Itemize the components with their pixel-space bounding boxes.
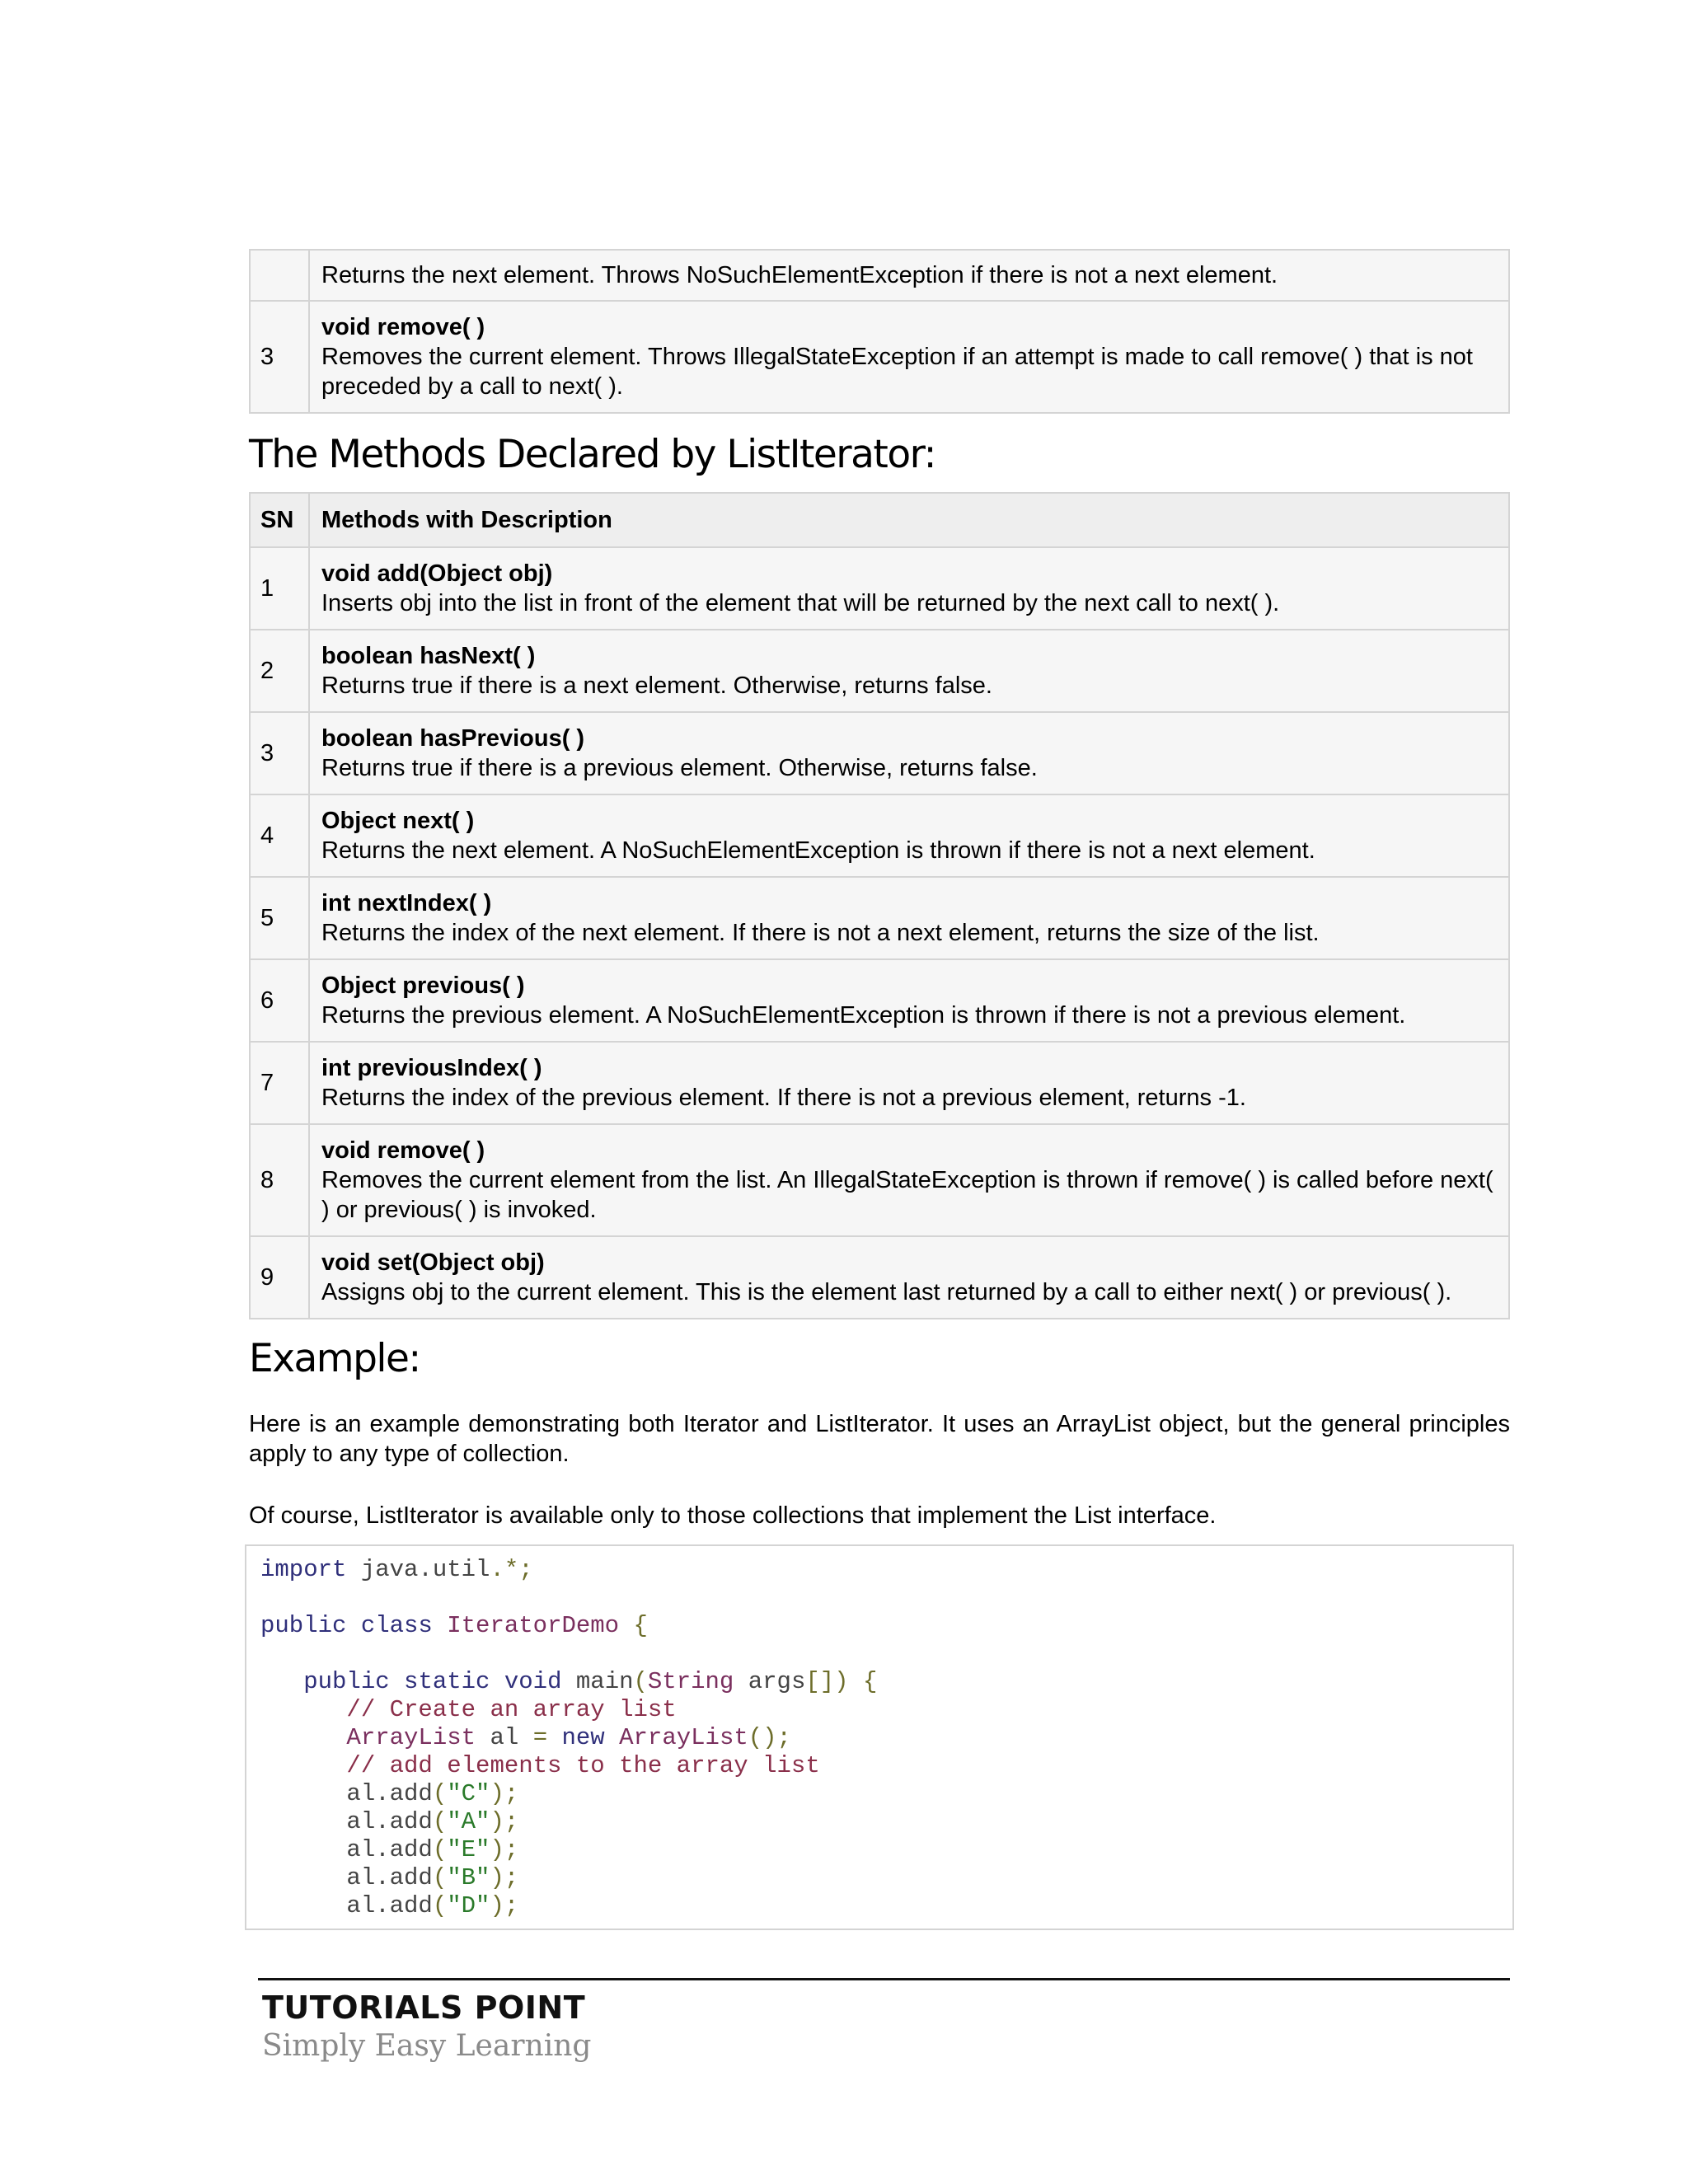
row-sn: 6 — [250, 959, 309, 1042]
method-description: Returns true if there is a previous element. Otherwise, returns false. — [321, 755, 1038, 781]
method-description: Returns the next element. Throws NoSuchElementException if there is not a next element. — [321, 262, 1278, 288]
row-sn: 1 — [250, 547, 309, 630]
section-heading-example: Example: — [249, 1336, 420, 1381]
method-name: void remove( ) — [321, 314, 485, 340]
row-sn: 5 — [250, 877, 309, 959]
table-row — [250, 877, 1509, 959]
method-name: Object next( ) — [321, 808, 475, 834]
code-line: al.add("D"); — [346, 1892, 519, 1919]
row-description — [309, 794, 1509, 877]
method-name: void set(Object obj) — [321, 1249, 545, 1276]
row-description — [309, 877, 1509, 959]
table-row — [250, 794, 1509, 877]
row-description — [309, 1042, 1509, 1124]
method-description: Removes the current element. Throws IllegalStateException if an attempt is made to call remove( ) that is not preceded by a call to next( ). — [321, 344, 1473, 400]
row-description — [309, 1236, 1509, 1319]
row-description — [309, 301, 1509, 413]
method-name: void add(Object obj) — [321, 560, 553, 587]
row-sn: 3 — [250, 712, 309, 794]
footer-divider — [258, 1978, 1510, 1980]
code-line: al.add("B"); — [346, 1864, 519, 1891]
row-sn — [250, 250, 309, 301]
footer-brand: TUTORIALS POINT — [262, 1990, 586, 2026]
method-name: int previousIndex( ) — [321, 1055, 542, 1081]
example-note-paragraph: Of course, ListIterator is available only to those collections that implement the List interface. — [249, 1502, 1217, 1529]
method-name: boolean hasNext( ) — [321, 643, 536, 669]
row-sn: 3 — [250, 301, 309, 413]
table-row — [250, 1042, 1509, 1124]
method-description: Removes the current element from the list. An IllegalStateException is thrown if remove( ) is called before next( ) or previous( ) is invoked. — [321, 1167, 1493, 1223]
row-description — [309, 959, 1509, 1042]
method-name: boolean hasPrevious( ) — [321, 725, 585, 752]
code-line: public static void main(String args[]) { — [303, 1668, 878, 1695]
method-description: Returns true if there is a next element. Otherwise, returns false. — [321, 673, 992, 699]
row-description — [309, 250, 1509, 301]
method-name: Object previous( ) — [321, 972, 525, 999]
header-description: Methods with Description — [309, 493, 1509, 547]
code-line: al.add("C"); — [346, 1780, 519, 1807]
table-row — [250, 250, 1509, 301]
code-line: ArrayList al = new ArrayList(); — [346, 1724, 791, 1751]
row-description — [309, 712, 1509, 794]
table-row — [250, 712, 1509, 794]
method-description: Returns the next element. A NoSuchElementException is thrown if there is not a next element. — [321, 837, 1315, 864]
page-content — [249, 249, 1510, 1930]
table-row — [250, 301, 1509, 413]
row-description — [309, 547, 1509, 630]
row-sn: 9 — [250, 1236, 309, 1319]
code-line: al.add("A"); — [346, 1808, 519, 1835]
table-row — [250, 1236, 1509, 1319]
method-description: Returns the index of the next element. If there is not a next element, returns the size of the list. — [321, 920, 1320, 946]
iterator-methods-table-continued — [249, 249, 1510, 414]
table-row — [250, 1124, 1509, 1236]
row-sn: 2 — [250, 630, 309, 712]
header-sn: SN — [250, 493, 309, 547]
table-row — [250, 630, 1509, 712]
method-name: int nextIndex( ) — [321, 890, 492, 916]
method-description: Inserts obj into the list in front of the element that will be returned by the next call to next( ). — [321, 590, 1280, 616]
row-description — [309, 1124, 1509, 1236]
row-sn: 8 — [250, 1124, 309, 1236]
section-heading-listiterator: The Methods Declared by ListIterator: — [249, 432, 935, 477]
row-sn: 7 — [250, 1042, 309, 1124]
row-description — [309, 630, 1509, 712]
code-block — [245, 1544, 1514, 1930]
method-description: Assigns obj to the current element. This is the element last returned by a call to either next( ) or previous( ). — [321, 1279, 1452, 1305]
code-line: // add elements to the array list — [346, 1752, 820, 1779]
table-row — [250, 547, 1509, 630]
example-intro-paragraph: Here is an example demonstrating both Iterator and ListIterator. It uses an ArrayList object, but the general principles apply to any type of collection. — [249, 1411, 1510, 1467]
table-header-row — [250, 493, 1509, 547]
row-sn: 4 — [250, 794, 309, 877]
code-line: // Create an array list — [346, 1696, 677, 1723]
page-footer — [262, 1989, 591, 2064]
code-line: al.add("E"); — [346, 1836, 519, 1863]
listiterator-methods-table — [249, 492, 1510, 1319]
code-line: import java.util.*; — [260, 1556, 533, 1583]
footer-tagline: Simply Easy Learning — [262, 2029, 592, 2063]
method-description: Returns the previous element. A NoSuchElementException is thrown if there is not a previous element. — [321, 1002, 1406, 1029]
code-line: public class IteratorDemo { — [260, 1612, 648, 1639]
table-row — [250, 959, 1509, 1042]
method-description: Returns the index of the previous element. If there is not a previous element, returns -1. — [321, 1085, 1246, 1111]
method-name: void remove( ) — [321, 1137, 485, 1164]
